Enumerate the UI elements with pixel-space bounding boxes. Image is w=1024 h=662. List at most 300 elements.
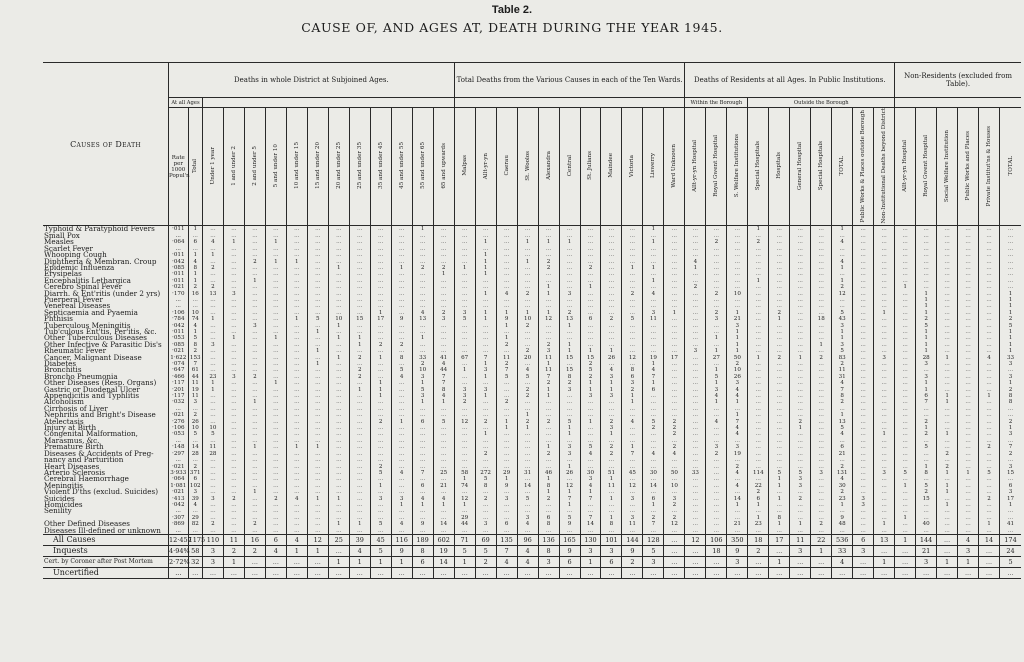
value-cell: ... xyxy=(643,323,664,329)
value-cell: ... xyxy=(769,387,790,393)
value-cell: 3 xyxy=(685,348,706,354)
rate-cell: ·064 xyxy=(169,239,189,245)
value-cell: ... xyxy=(790,508,811,514)
value-cell: 3 xyxy=(202,496,223,502)
value-cell: ... xyxy=(685,451,706,457)
value-cell: ... xyxy=(538,457,559,463)
column-header xyxy=(601,108,622,226)
value-cell: 1 xyxy=(706,367,727,373)
value-cell: 2 xyxy=(622,556,643,567)
value-cell: 1 xyxy=(538,476,559,482)
value-cell: 1 xyxy=(517,259,538,265)
value-cell: 1 xyxy=(937,355,958,361)
value-cell: 17 xyxy=(664,355,685,361)
value-cell: ... xyxy=(790,393,811,399)
value-cell: 4 xyxy=(706,393,727,399)
value-cell: ... xyxy=(391,431,412,437)
value-cell: ... xyxy=(979,361,1000,367)
value-cell: ... xyxy=(265,323,286,329)
value-cell: ... xyxy=(433,451,454,457)
value-cell: ... xyxy=(853,476,874,482)
value-cell: ... xyxy=(475,278,496,284)
value-cell: ... xyxy=(916,457,937,463)
value-cell: ... xyxy=(475,528,496,535)
value-cell: ... xyxy=(454,489,475,495)
cause-cell: Alcoholism xyxy=(44,397,84,407)
value-cell: ... xyxy=(748,335,769,341)
value-cell: ... xyxy=(286,348,307,354)
column-header-label: 20 and under 25 xyxy=(335,142,342,190)
value-cell: ... xyxy=(811,399,832,405)
value-cell: ... xyxy=(895,444,916,450)
value-cell: ... xyxy=(202,355,223,361)
value-cell: ... xyxy=(790,303,811,309)
value-cell: ... xyxy=(937,329,958,335)
value-cell: ... xyxy=(811,329,832,335)
value-cell: ... xyxy=(349,431,370,437)
column-header-label: Victoria xyxy=(629,154,636,177)
value-cell: ... xyxy=(895,355,916,361)
value-cell: ... xyxy=(769,508,790,514)
value-cell: ... xyxy=(853,284,874,290)
value-cell: ... xyxy=(979,323,1000,329)
value-cell: ... xyxy=(1000,412,1021,418)
value-cell: 1 xyxy=(643,502,664,508)
value-cell: ... xyxy=(328,297,349,303)
value-cell: 1 xyxy=(517,425,538,431)
value-cell: ... xyxy=(244,291,265,297)
value-cell: 15 xyxy=(559,367,580,373)
value-cell: ... xyxy=(874,374,895,380)
value-cell: ... xyxy=(370,438,391,444)
value-cell: ... xyxy=(286,387,307,393)
value-cell: 2 xyxy=(475,496,496,502)
cause-cell: Cirrhosis of Liver xyxy=(44,403,108,413)
value-cell: 1 xyxy=(475,393,496,399)
value-cell: ... xyxy=(979,380,1000,386)
value-cell: 1 xyxy=(916,342,937,348)
value-cell: 2 xyxy=(538,259,559,265)
value-cell: ... xyxy=(580,406,601,412)
value-cell: ... xyxy=(580,399,601,405)
value-cell: ... xyxy=(790,438,811,444)
value-cell: 4 xyxy=(979,355,1000,361)
value-cell: ... xyxy=(188,438,202,444)
value-cell: ... xyxy=(223,323,244,329)
value-cell: 7 xyxy=(580,515,601,521)
value-cell: ... xyxy=(643,393,664,399)
column-header xyxy=(916,108,937,226)
value-cell: ... xyxy=(454,508,475,514)
value-cell: ... xyxy=(853,303,874,309)
value-cell: 2 xyxy=(979,444,1000,450)
value-cell: ... xyxy=(727,252,748,258)
value-cell: ... xyxy=(223,451,244,457)
value-cell: ... xyxy=(643,297,664,303)
cause-cell: Bronchitis xyxy=(44,365,82,375)
value-cell: ... xyxy=(223,278,244,284)
value-cell: 3 xyxy=(853,496,874,502)
value-cell: ... xyxy=(748,431,769,437)
value-cell: ... xyxy=(790,431,811,437)
value-cell: ... xyxy=(328,271,349,277)
value-cell: ... xyxy=(580,291,601,297)
value-cell: ... xyxy=(685,457,706,463)
value-cell: 8 xyxy=(538,521,559,527)
value-cell: ... xyxy=(685,438,706,444)
cause-cell: Homicides xyxy=(44,499,83,509)
value-cell: ... xyxy=(244,425,265,431)
value-cell: ... xyxy=(853,508,874,514)
value-cell: 1 xyxy=(475,431,496,437)
value-cell: ... xyxy=(811,291,832,297)
value-cell: ... xyxy=(895,303,916,309)
value-cell: ... xyxy=(538,412,559,418)
value-cell: ... xyxy=(979,310,1000,316)
value-cell: ... xyxy=(664,361,685,367)
rate-cell: ·413 xyxy=(169,496,189,502)
value-cell: ... xyxy=(748,387,769,393)
value-cell: 6 xyxy=(496,521,517,527)
value-cell: ... xyxy=(349,508,370,514)
column-header-label: 65 and upwards xyxy=(440,142,447,189)
value-cell: 2 xyxy=(517,348,538,354)
value-cell: 1 xyxy=(265,380,286,386)
value-cell: 1 xyxy=(601,431,622,437)
value-cell: ... xyxy=(265,361,286,367)
value-cell: ... xyxy=(874,252,895,258)
value-cell: ... xyxy=(937,291,958,297)
value-cell: 3 xyxy=(517,515,538,521)
value-cell: 2 xyxy=(475,556,496,567)
value-cell: ... xyxy=(790,226,811,233)
value-cell: 1 xyxy=(223,556,244,567)
value-cell: ... xyxy=(391,515,412,521)
value-cell: ... xyxy=(433,464,454,470)
value-cell: 8 xyxy=(188,265,202,271)
value-cell: ... xyxy=(895,387,916,393)
value-cell: 3 xyxy=(874,355,895,361)
value-cell: ... xyxy=(769,502,790,508)
value-cell: 5 xyxy=(475,545,496,556)
value-cell: ... xyxy=(328,374,349,380)
value-cell: ... xyxy=(454,259,475,265)
value-cell: ... xyxy=(916,271,937,277)
value-cell: ... xyxy=(370,323,391,329)
value-cell: ... xyxy=(958,528,979,535)
value-cell: 3 xyxy=(454,387,475,393)
value-cell: ... xyxy=(643,444,664,450)
value-cell: ... xyxy=(244,502,265,508)
value-cell: ... xyxy=(874,226,895,233)
value-cell: ... xyxy=(664,412,685,418)
value-cell: 2 xyxy=(643,425,664,431)
value-cell: ... xyxy=(727,508,748,514)
value-cell: ... xyxy=(265,355,286,361)
value-cell: ... xyxy=(433,335,454,341)
value-cell: ... xyxy=(496,329,517,335)
value-cell: ... xyxy=(265,438,286,444)
value-cell: ... xyxy=(412,239,433,245)
value-cell: 16 xyxy=(244,534,265,545)
value-cell: 2 xyxy=(349,367,370,373)
value-cell: ... xyxy=(937,342,958,348)
value-cell: ... xyxy=(559,406,580,412)
value-cell: 1 xyxy=(580,556,601,567)
value-cell: ... xyxy=(188,457,202,463)
value-cell: 26 xyxy=(559,470,580,476)
value-cell: 19 xyxy=(643,355,664,361)
value-cell: 29 xyxy=(496,470,517,476)
cause-cell: Heart Diseases xyxy=(44,461,100,471)
value-cell: ... xyxy=(664,380,685,386)
value-cell: 19 xyxy=(433,545,454,556)
value-cell: ... xyxy=(1000,476,1021,482)
value-cell: ... xyxy=(202,399,223,405)
value-cell: ... xyxy=(517,380,538,386)
value-cell: ... xyxy=(370,412,391,418)
value-cell: ... xyxy=(454,278,475,284)
value-cell: ... xyxy=(769,323,790,329)
value-cell: ... xyxy=(307,451,328,457)
value-cell: ... xyxy=(958,521,979,527)
value-cell: ... xyxy=(286,508,307,514)
value-cell: ... xyxy=(937,310,958,316)
value-cell: 371 xyxy=(189,469,201,476)
value-cell: ... xyxy=(811,412,832,418)
value-cell: ... xyxy=(937,521,958,527)
value-cell: ... xyxy=(622,508,643,514)
value-cell: ... xyxy=(202,567,223,578)
value-cell: ... xyxy=(349,361,370,367)
value-cell: ... xyxy=(188,406,202,412)
value-cell: ... xyxy=(979,431,1000,437)
value-cell: 1 xyxy=(895,483,916,489)
value-cell: ... xyxy=(559,246,580,252)
value-cell: 4 xyxy=(664,451,685,457)
value-cell: ... xyxy=(538,508,559,514)
value-cell: ... xyxy=(979,226,1000,233)
value-cell: 1 xyxy=(832,335,853,341)
value-cell: ... xyxy=(223,329,244,335)
value-cell: ... xyxy=(685,374,706,380)
column-header-label: 5 and under 10 xyxy=(272,144,279,188)
rate-cell: ·784 xyxy=(169,316,189,322)
value-cell: ... xyxy=(265,483,286,489)
value-cell: ... xyxy=(811,303,832,309)
value-cell: ... xyxy=(244,431,265,437)
value-cell: 1 xyxy=(223,335,244,341)
value-cell: ... xyxy=(769,457,790,463)
value-cell: 6 xyxy=(1000,483,1021,489)
value-cell: ... xyxy=(580,502,601,508)
value-cell: ... xyxy=(454,374,475,380)
value-cell: ... xyxy=(895,406,916,412)
value-cell: ... xyxy=(979,451,1000,457)
value-cell: 4 xyxy=(727,393,748,399)
value-cell: 8 xyxy=(832,393,853,399)
value-cell: ... xyxy=(622,489,643,495)
rate-cell: ·085 xyxy=(169,342,189,348)
value-cell: ... xyxy=(790,464,811,470)
column-header-label: Royal Gwent Hospital xyxy=(923,134,930,197)
value-cell: ... xyxy=(391,239,412,245)
rate-cell: ... xyxy=(169,457,189,463)
value-cell: ... xyxy=(874,567,895,578)
value-cell: ... xyxy=(853,438,874,444)
value-cell: ... xyxy=(979,284,1000,290)
value-cell: ... xyxy=(874,246,895,252)
value-cell: 1 xyxy=(328,496,349,502)
value-cell: ... xyxy=(391,528,412,535)
value-cell: 1 xyxy=(265,259,286,265)
value-cell: ... xyxy=(874,348,895,354)
value-cell: ... xyxy=(853,451,874,457)
value-cell: ... xyxy=(433,412,454,418)
value-cell: ... xyxy=(223,444,244,450)
value-cell: ... xyxy=(748,464,769,470)
value-cell: 2 xyxy=(1000,316,1021,322)
value-cell: 272 xyxy=(475,470,496,476)
value-cell: ... xyxy=(370,508,391,514)
value-cell: ... xyxy=(307,399,328,405)
value-cell: ... xyxy=(937,367,958,373)
value-cell: ... xyxy=(328,342,349,348)
value-cell: ... xyxy=(622,464,643,470)
value-cell: 3 xyxy=(1000,464,1021,470)
value-cell: ... xyxy=(517,399,538,405)
value-cell: 1 xyxy=(622,399,643,405)
value-cell: ... xyxy=(601,233,622,239)
value-cell: ... xyxy=(685,464,706,470)
value-cell: 21 xyxy=(727,521,748,527)
value-cell: ... xyxy=(580,278,601,284)
value-cell: ... xyxy=(895,233,916,239)
value-cell: 2 xyxy=(1000,419,1021,425)
cause-cell: Tuberculous Meningitis xyxy=(44,320,131,330)
cause-cell: All Causes xyxy=(43,534,169,545)
value-cell: 6 xyxy=(916,393,937,399)
value-cell: ... xyxy=(307,464,328,470)
value-cell: ... xyxy=(202,329,223,335)
value-cell: ... xyxy=(664,374,685,380)
value-cell: ... xyxy=(412,431,433,437)
value-cell: ... xyxy=(937,534,958,545)
value-cell: ... xyxy=(622,457,643,463)
value-cell: ... xyxy=(433,508,454,514)
value-cell: ... xyxy=(580,297,601,303)
value-cell: 4 xyxy=(958,534,979,545)
value-cell: ... xyxy=(958,567,979,578)
cause-cell: Encephalitis Lethargica xyxy=(44,275,131,285)
value-cell: 5 xyxy=(916,483,937,489)
value-cell: ... xyxy=(832,457,853,463)
value-cell: 1 xyxy=(748,515,769,521)
value-cell: ... xyxy=(769,303,790,309)
column-header-label: Royal Gwent Hospital xyxy=(713,134,720,197)
value-cell: 1 xyxy=(538,239,559,245)
value-cell: ... xyxy=(559,438,580,444)
value-cell: ... xyxy=(958,329,979,335)
value-cell: 1 xyxy=(370,310,391,316)
value-cell: ... xyxy=(790,380,811,386)
value-cell: ... xyxy=(349,528,370,535)
value-cell: 1 xyxy=(475,361,496,367)
value-cell: ... xyxy=(223,502,244,508)
value-cell: 3 xyxy=(790,545,811,556)
value-cell: 11 xyxy=(790,534,811,545)
value-cell: ... xyxy=(202,508,223,514)
value-cell: ... xyxy=(937,284,958,290)
column-header-label: Total xyxy=(192,158,199,173)
rate-cell: ·647 xyxy=(169,367,189,373)
value-cell: ... xyxy=(223,489,244,495)
value-cell: ... xyxy=(727,265,748,271)
value-cell: 1 xyxy=(307,545,328,556)
value-cell: ... xyxy=(853,265,874,271)
value-cell: 3 xyxy=(706,316,727,322)
value-cell: ... xyxy=(790,335,811,341)
rate-cell: 2·72% xyxy=(169,557,190,566)
value-cell: ... xyxy=(580,528,601,535)
wards-group-header: Total Deaths from the Various Causes in each of the Ten Wards. xyxy=(454,63,685,98)
value-cell: 10 xyxy=(188,310,202,316)
value-cell: 2 xyxy=(538,342,559,348)
value-cell: ... xyxy=(307,457,328,463)
value-cell: ... xyxy=(244,239,265,245)
value-cell: ... xyxy=(538,246,559,252)
value-cell: ... xyxy=(265,556,286,567)
value-cell: 2 xyxy=(937,451,958,457)
cause-cell: Small Pox xyxy=(44,230,80,240)
value-cell: ... xyxy=(328,412,349,418)
value-cell: ... xyxy=(958,483,979,489)
value-cell: ... xyxy=(811,444,832,450)
value-cell: ... xyxy=(643,329,664,335)
value-cell: ... xyxy=(853,470,874,476)
column-header xyxy=(790,108,811,226)
value-cell: ... xyxy=(580,246,601,252)
value-cell: 7 xyxy=(412,470,433,476)
value-cell: ... xyxy=(496,393,517,399)
value-cell: ... xyxy=(202,310,223,316)
value-cell: ... xyxy=(874,545,895,556)
value-cell: ... xyxy=(895,476,916,482)
value-cell: ... xyxy=(433,431,454,437)
value-cell: ... xyxy=(895,278,916,284)
value-cell: ... xyxy=(622,431,643,437)
value-cell: ... xyxy=(979,412,1000,418)
value-cell: ... xyxy=(685,412,706,418)
value-cell: ... xyxy=(223,303,244,309)
value-cell: ... xyxy=(811,483,832,489)
value-cell: ... xyxy=(307,355,328,361)
value-cell: ... xyxy=(559,271,580,277)
value-cell: 4 xyxy=(643,367,664,373)
value-cell: ... xyxy=(286,483,307,489)
column-header xyxy=(706,108,727,226)
value-cell: ... xyxy=(433,291,454,297)
value-cell: ... xyxy=(307,425,328,431)
value-cell: ... xyxy=(328,393,349,399)
column-header xyxy=(769,108,790,226)
value-cell: ... xyxy=(727,259,748,265)
value-cell: ... xyxy=(979,419,1000,425)
value-cell: ... xyxy=(496,457,517,463)
column-header xyxy=(349,108,370,226)
value-cell: ... xyxy=(202,246,223,252)
value-cell: ... xyxy=(454,464,475,470)
